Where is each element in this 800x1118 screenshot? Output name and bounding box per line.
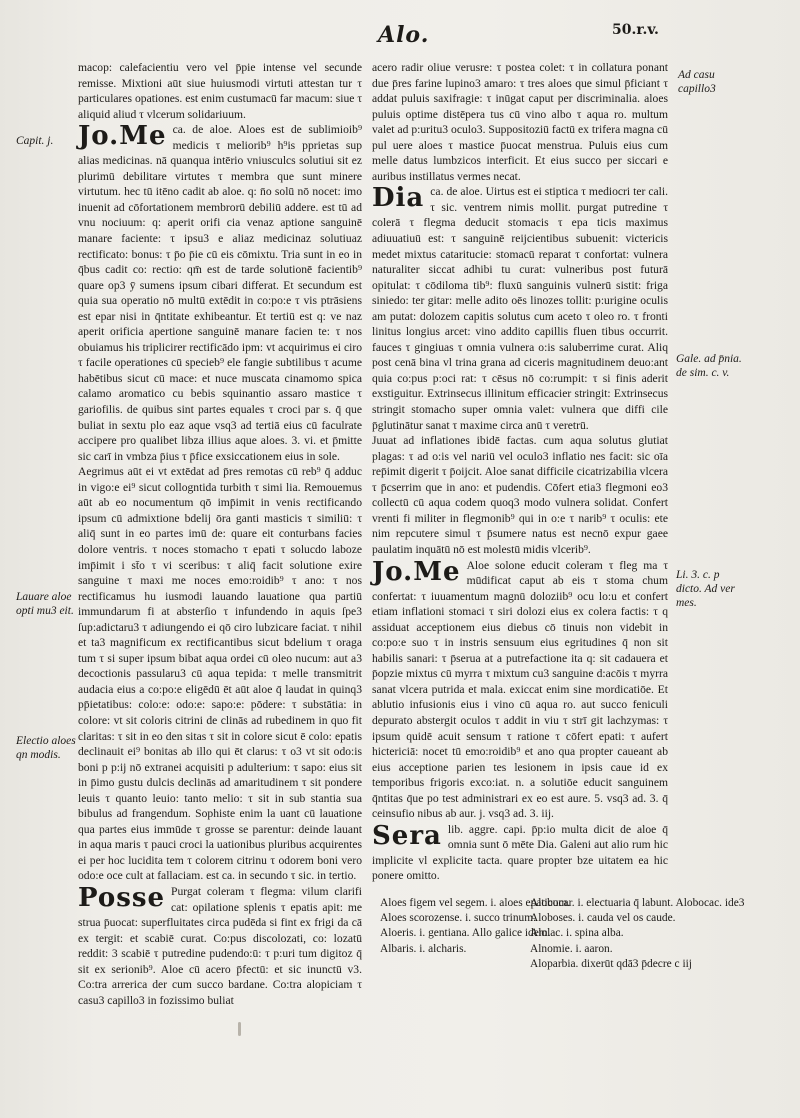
paragraph: ca. de aloe. Uirtus est ei stiptica τ mediocri ter cali. τ sic. ventrem nimis mollit. purgat putredine τ colerā τ flegma deducit stomacis τ epa ticis maximus adiuuatiuū est: τ sanguinē reijcientibus subuenit: victericis medet mixtus cataritucie: stomacū reparat τ confortat: vulnera naturaliter siccat adhibi tu curat: vulneribus post futurā opitulat: τ cōdiloma tib⁹: fluxū sanguinis vulnerū sistit: friga siniedo: ter gitar: melle adito oēs linozes tollit: p:urigine oculis am putat: dolozem capitis solutus cum aceto τ oleo ro. τ fronti linitus longius arcet: vino addito capillis fluen tibus occurrit. fauces τ gingiuas τ omnia vulnera o:is saluberrime curat. Aliq post cenā bina vl trina grana ad ciceris magnitudinem deuo:ant quia co:pus p:oci rat: τ cēsus nō co:rumpit: τ si finis aderit exstiguitur. Extrinsecus illinitum efficacier stringit: Extrinsecus stringit stomacho super omnia valet: vulnera que diffi cile p̄glutinātur sanat τ maxime circa anū τ veretrū. [372,185,668,432]
margin-note-right: Ad casu capillo3 [678,69,716,95]
section-initial: Jo.Me [372,556,461,587]
section-block [78,122,362,464]
synonym-row [380,896,745,911]
folio-number: 50.r.v. [612,22,659,38]
section-block [372,184,668,433]
section-block [372,822,668,884]
paragraph: acero radir oliue verusre: τ postea colet: τ in collatura ponant due p̄res farine lupino3 amaro: τ tres aloes que simul p̄ficiant τ addat puluis saxifragie: τ inūgat caput per discriminalia. aloes puluis optime distēpera tus cū vino albo τ aqua ro. multum valet ad p:uritu3 oculo3. Suppositoziū factū ex trifera magna cū pul uere aloes τ mastice p̄uocat menstrua. Puluis eius cum melle datus lumbzicos interficit. Et eius succo per siccari e auribus instillatus vermes necat. [372,61,668,183]
synonym-entry: Albaris. i. alcharis. [380,942,467,955]
synonym-entry: Alnomie. i. aaron. [530,942,613,955]
margin-note-right: Gale. ad p̄nia. de sim. c. v. [676,353,742,379]
synonym-row [380,942,680,957]
section-initial: Dia [372,183,425,214]
margin-note-left: Lauare aloe opti mu3 eit. [16,591,74,617]
synonym-entry [380,957,530,972]
synonym-entry: Aloes scorozense. i. succo trinum. [380,912,536,925]
synonym-row [380,911,680,926]
running-title: Alo. [378,22,430,48]
synonym-list [380,896,745,972]
right-text-column [372,60,668,890]
margin-note-left: Capit. j. [16,135,54,147]
synonym-entry: Alobocar. i. electuaria q̄ labunt. Alobocac. ide3 [530,897,745,909]
paragraph: Juuat ad inflationes ibidē factas. cum aqua solutus glutiat plagas: τ ad o:is vel nariū vel oculo3 inflatio nes facit: sic oīa rep̄imit digerit τ p̄oijcit. Aloe sanat difficile cicatrizabilia vlcera τ p̄cserrim que in ano: et pudendis. Cōfert etia3 flegmoni eo3 collectū cū aqua codem quoq3 modo vulnera solidat. Confert vrenti fi militer in flegmonib⁹ qui in o:e τ narib⁹ τ oculis: ete nim repcutere simul τ p̄sumere natus est necnō expur gaee paulatim inquātū nō est molestū midis vlcerib⁹. [372,434,668,556]
synonym-row [380,926,680,941]
margin-note-right: Li. 3. c. p dicto. Ad ver mes. [676,569,735,609]
section-initial: Posse [78,882,166,913]
paragraph: macop: calefacientiu vero vel p̄pie intense vel secunde remisse. Mixtioni aūt siue huiusmodi virtuti attestan tur τ particulares opationes. est enim custumacū far macum: siue τ aliquid aliud τ vlcerum solidariuum. [78,61,362,121]
paragraph: lib. aggre. capi. p̄p:io multa dicit de aloe q̄ omnia sunt ō mēte Dia. Galeni aut alio rum hic implicite vl explicite tacta. quare propter bze uitatem ea hic ponere omitto. [372,822,668,883]
margin-note-left: Electio aloes qn modis. [16,735,76,761]
paragraph: Purgat coleram τ flegma: vilum clarifi cat: opilatione splenis τ epatis apit: me strua p̄uocat: superfluitates circa pudēda si fint ex frigi da cā ex tergit: et scabiē curat. Co:pus discolozati, co: lozatū reddit: 3 scabiē τ putredine pudendo:ū: τ p:uri tum digitoz q̄ sit ex serionib⁹. Aloe cū acero p̄fectū: et sic inunctū v3. Co:tra arrerica der cum succo bardane. Co:tra alopiciam τ casu3 capillo3 in fozissimo buliat [78,884,362,1007]
paragraph: ca. de aloe. Aloes est de sublimioib⁹ medicis τ meliorib⁹ h⁹is pprietas sup alias medicinas. nā quanqua intērio vniusculcs solutiui sit ez plurimū debilitare virtutes τ membra que sunt minere virtutum. hec tū itēno cadit ab aloe. q: n̄o solū nō nocet: imo inuenit ad cōfortationem membrorū debiliū addere. est tū ad vnu nociuum: q: aperit orifi cia venaz aptione sanguinē manare faciente: τ ipsu3 e aliaz medicinaz solutiuaz rectificato: bonus: τ p̄o p̄ie cū eis cōmixtu. Tria sunt in eo in q̄bus cadit co: rectio: qm̄ est de tarde solutionē facientib⁹ quare op3 ȳ sumens ipsum cibari differat. Et secundum est quia sua operatio nō multū extēdit in co:po:e τ vis ptrāsiens est epar nisi in q̄ntitate exhibeantur. Et tertiū est q: ve naz aperit orificia apertione sanguinē manare facien te: τ nos obuiamus his triplicirer rectificādo ipm: vt acquirimus ei ciro τ facile operationes cū specieb⁹ ele fangie subtilibus τ acume habētibus sicut cū mace: et nuce muscata cinamomo spica calamo aromatico cu bebis squinantio assaro mastice τ gariofilis. de quibus sint partes equales τ croci par s. q̄ que buliat in sextu plo eaz aque vsq3 ad tertiā eius cū faculrate accipere pro qualibet libza illius aque aloes. 3. vi. et p̄mitte sic carī in vmbza p̄ius τ p̄fice exsiccationem eius in sole. [78,123,362,463]
binding-mark [238,1022,241,1036]
left-text-column [78,60,362,1007]
section-initial: Jo.Me [78,121,167,152]
synonym-entry: Aloparbia. dixerūt qdā3 p̄decre c iij [530,957,692,970]
section-block [78,884,362,1008]
paragraph: Aegrimus aūt ei vt extēdat ad p̄res remotas cū reb⁹ q̄ adduc in vigo:e ei⁹ sicut collogntida turbith τ simi lia. Remouemus aūt ab eo nocumentum qō imp̄imit in venis rectificando ipsum cū admixtione bdelij ōra ganti masticis τ similiū: τ aliq̄ sunt in eo partes imū de: quare eit conturbans facies dolore ventris. τ noces stomacho τ epati τ solucdo laboze imp̄imit i st̄o τ vi sceribus: τ aliq̄ facit solutione exire sanguine τ maxi me noces emo:roidib⁹ τ ano: τ nos rectificamus hu iusmodi lauando lauatione qua partiū immundarum fi at absterſio τ infundendo in aquis ſpe3 ſup:adictaru3 τ adiungendo ei qō ciro lubzicare faciat. τ nihil et ta3 magnificum ex rectificantibus sicut bdelium τ oraga tum τ si super ipsum bibat aqua ordei cū oleo nucum: aut a3 decoctionis passularu3 cū aqua tepida: τ melle transmitrit audacia eius a co:po:e eligēdū ēt aūt aloe q̄ laudat in quinq3 pp̄ietatibus: colo:e: odo:e: sapo:e: pōdere: τ substātia: in colore: vt sit coloris citrini de clinās ad rubedinem in quo fit claritas: τ sit in eo den sitas τ sit in colore sicut ē colo: epatis declinauit ei⁹ bonitas ab illo qui ēt clarus: τ o3 vt sit odo:is boni p p:ij nō extranei acquisiti p adulterium: τ sapo: eius sit in p̄imo gustu dulcis declinās ad amaritudinem τ sit pondere leuis τ quanto leuio: tanto melio: τ sit in sub stantia sua bibulus ad frangendum. Sophiste enim la uant cū lauatione qua partes eius immūde τ grosse se parentur: deinde lauant in aqua maris τ pauci croci la uationibus pluribus acquirentes ei per hoc lucidita tem τ colorem citrinu τ odorem boni vero odo:e oce cult at fallaciam. est ca. in secundo τ sic. in tertio. [78,465,362,883]
paragraph: Aloe solone educit coleram τ fleg ma τ mūdificat caput ab eis τ stoma chum confertat: τ iuuamentum magnū doloziib⁹ ocu lo:u et confert etiam inflationi stomaci τ siri dolozi eius ex colera factis: τ q assiduat acceptionem eius diebus cō tinuis non videbit in co:po:e suo τ in instris sensuum eius egritudines q̄ non sit habilis sanari: τ p̄serua at a putrefactione ita q: sit cadauera et p̄opzie mixtus cū myrra τ mixtum cu3 sanguine d:acōis τ myrra sanat vlcera putrida et mala. exiccat enim sine mordicatiōe. Et ablutio infusionis eius i vino cū aqua ro. aut succo feniculi depurato abstergit oculos τ addit in viu τ strī git lachzymas: τ ipsum quidē acuit sensum τ ratione τ cōfert epati: τ aufert hictericiā: nocet tū emo:roidib⁹ et ano qua propter caueant ab eius acceptione parien tes lesionem in ipsis caue id ex temporibus frigoris exco:iat. n. a solutiōe educit sanguinem q̄ntitas q̄ue po test administrari ex eo est aure. 5. vsq3 ad. 3. q̄ ceinsufio nibus ab aur. j. vsq3 ad. 3. iij. [372,558,668,821]
section-initial: Sera [372,820,442,851]
synonym-entry: Aloeris. i. gentiana. Allo galice idem. [380,927,551,940]
synonym-entry: Aloboses. i. cauda vel os caude. [530,912,676,925]
synonym-entry: Alolac. i. spina alba. [530,927,624,940]
synonym-row [380,957,692,972]
section-block [372,558,668,822]
synonym-entry: Aloes figem vel segem. i. aloes epaticum. [380,897,571,909]
